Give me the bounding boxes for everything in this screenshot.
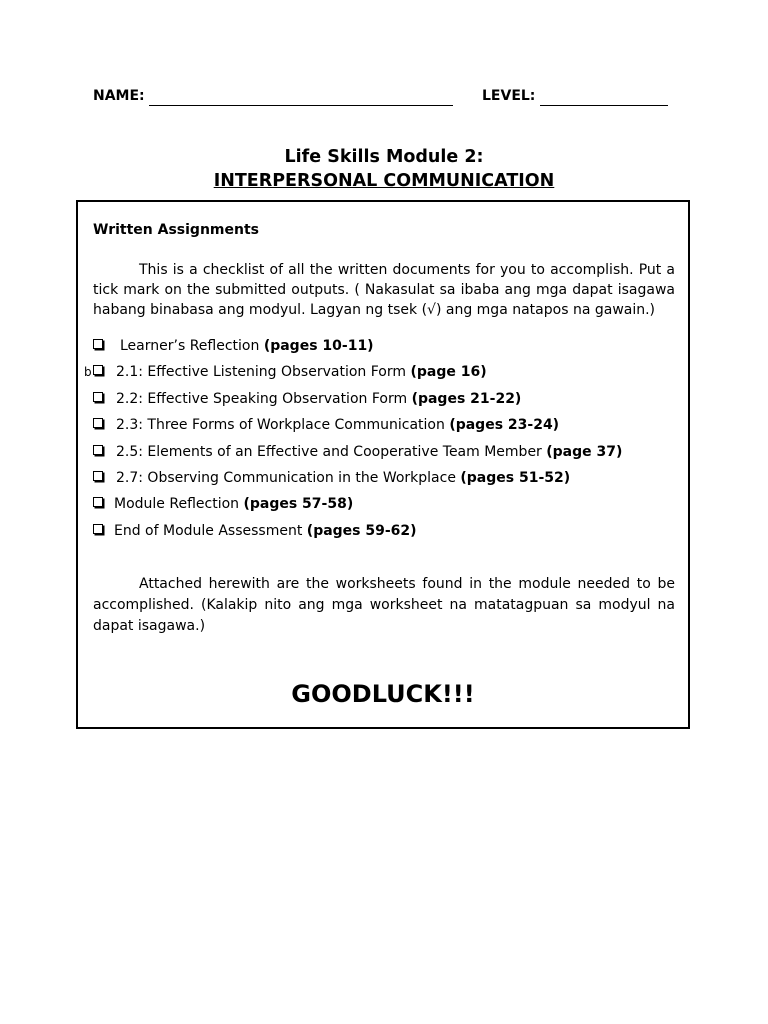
stray-mark: b: [84, 365, 92, 380]
section-heading: Written Assignments: [93, 222, 259, 238]
checklist-item-pages: (page 37): [546, 443, 623, 460]
checkbox-icon[interactable]: [93, 471, 103, 481]
checkbox-icon[interactable]: [93, 418, 103, 428]
level-label: LEVEL:: [482, 88, 536, 104]
checkbox-icon[interactable]: [93, 365, 103, 375]
checkbox-icon[interactable]: [93, 392, 103, 402]
checkbox-icon[interactable]: [93, 524, 103, 534]
checkbox-icon[interactable]: [93, 445, 103, 455]
checklist-item-label: 2.3: Three Forms of Workplace Communication: [116, 417, 445, 434]
intro-paragraph: This is a checklist of all the written documents for you to accomplish. Put a tick mark on the submitted outputs. ( Nakasulat sa ibaba ang mga dapat isagawa habang binabasa ang modyul. Lagyan ng tsek (√) ang mga natapos na gawain.): [93, 262, 675, 318]
checklist-item-label: 2.1: Effective Listening Observation Form: [116, 364, 406, 381]
checklist-item: [84, 362, 683, 388]
checklist-item-label: Module Reflection: [114, 496, 240, 513]
checklist-item-pages: (pages 21-22): [411, 390, 522, 407]
checklist-item: [93, 494, 683, 520]
checklist-item-label: End of Module Assessment: [114, 522, 303, 539]
checklist-item: [93, 389, 683, 415]
module-title: [0, 145, 768, 193]
assignments-box: [76, 200, 690, 729]
checklist-item: [93, 336, 683, 362]
checkbox-icon[interactable]: [93, 497, 103, 507]
goodluck-closing: GOODLUCK!!!: [291, 680, 475, 708]
checklist-item-pages: (page 16): [410, 364, 487, 381]
module-title-main: Life Skills Module 2:: [284, 147, 484, 167]
checklist-item-pages: (pages 57-58): [243, 496, 354, 513]
checklist-item-label: 2.5: Elements of an Effective and Cooperative Team Member: [116, 443, 542, 460]
checklist-item-pages: (pages 59-62): [306, 522, 417, 539]
level-blank-line[interactable]: [540, 105, 668, 106]
checklist-item: [93, 442, 683, 468]
module-title-subtitle: INTERPERSONAL COMMUNICATION: [213, 171, 555, 191]
checkbox-icon[interactable]: [93, 339, 103, 349]
name-label: NAME:: [93, 88, 145, 104]
checklist-item: [93, 468, 683, 494]
checklist-item: [93, 415, 683, 441]
name-blank-line[interactable]: [149, 105, 453, 106]
checklist-item-label: 2.7: Observing Communication in the Workplace: [116, 469, 456, 486]
checklist-item-pages: (pages 23-24): [449, 417, 560, 434]
checklist-item: [93, 521, 683, 547]
checklist-item-pages: (pages 10-11): [263, 338, 374, 354]
outro-paragraph: Attached herewith are the worksheets found in the module needed to be accomplished. (Kalakip nito ang mga worksheet na matatagpuan sa modyul na dapat isagawa.): [93, 576, 675, 634]
checklist-item-label: Learner’s Reflection: [120, 338, 260, 354]
checklist-item-pages: (pages 51-52): [460, 469, 571, 486]
assignment-checklist: [84, 336, 683, 547]
checklist-item-label: 2.2: Effective Speaking Observation Form: [116, 390, 408, 407]
